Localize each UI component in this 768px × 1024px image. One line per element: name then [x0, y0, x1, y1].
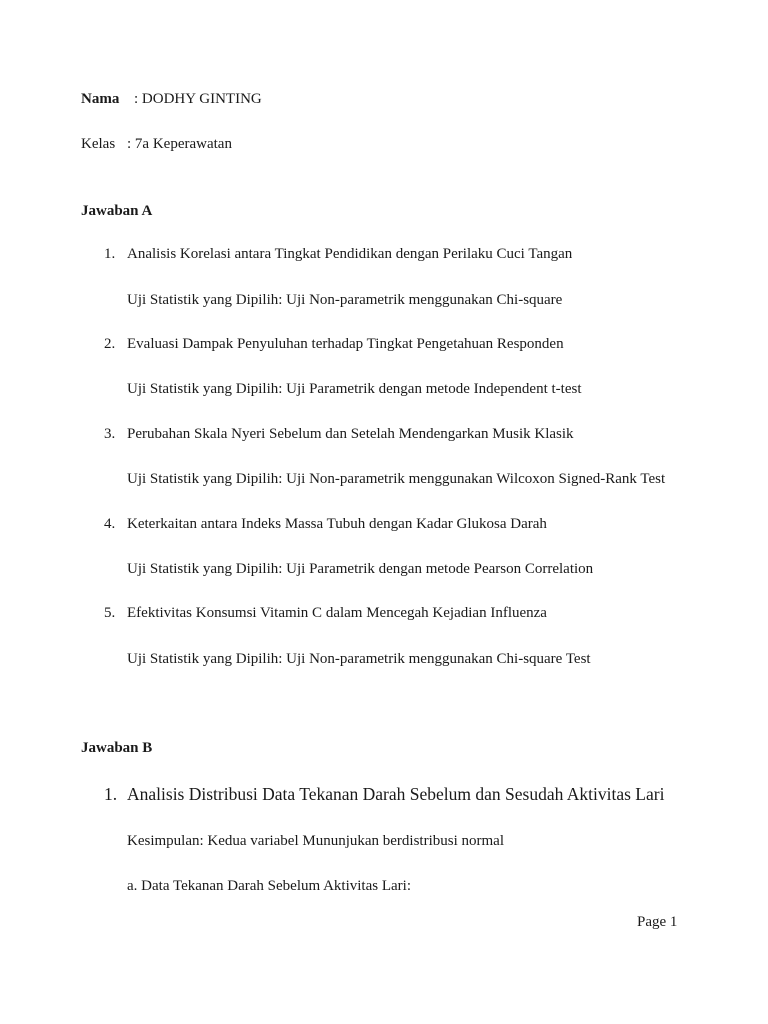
list-item-title: Efektivitas Konsumsi Vitamin C dalam Mencegah Kejadian Influenza [127, 605, 547, 621]
list-item-test: Uji Statistik yang Dipilih: Uji Non-parametrik menggunakan Wilcoxon Signed-Rank Test [127, 471, 666, 487]
name-label: Nama [81, 91, 120, 107]
list-item-title: Perubahan Skala Nyeri Sebelum dan Setelah Mendengarkan Musik Klasik [127, 426, 574, 442]
section-b-heading: Jawaban B [81, 740, 153, 756]
class-label: Kelas [81, 136, 116, 152]
conclusion-text: Kesimpulan: Kedua variabel Mununjukan berdistribusi normal [127, 833, 504, 849]
list-item-title: Keterkaitan antara Indeks Massa Tubuh dengan Kadar Glukosa Darah [127, 516, 547, 532]
list-item-number: 1. [104, 784, 118, 804]
list-item-title: Analisis Korelasi antara Tingkat Pendidikan dengan Perilaku Cuci Tangan [127, 246, 573, 262]
list-item-test: Uji Statistik yang Dipilih: Uji Non-parametrik menggunakan Chi-square [127, 292, 563, 308]
list-item-number: 1. [104, 246, 116, 262]
list-item-test: Uji Statistik yang Dipilih: Uji Parametrik dengan metode Pearson Correlation [127, 561, 594, 577]
list-item-title: Analisis Distribusi Data Tekanan Darah Sebelum dan Sesudah Aktivitas Lari [127, 784, 665, 804]
page-number: Page 1 [637, 914, 678, 930]
name-value: : DODHY GINTING [134, 91, 262, 107]
list-item-test: Uji Statistik yang Dipilih: Uji Parametrik dengan metode Independent t-test [127, 381, 582, 397]
list-item-test: Uji Statistik yang Dipilih: Uji Non-parametrik menggunakan Chi-square Test [127, 651, 591, 667]
list-item-number: 2. [104, 336, 116, 352]
list-item-number: 4. [104, 516, 116, 532]
list-item-title: Evaluasi Dampak Penyuluhan terhadap Tingkat Pengetahuan Responden [127, 336, 564, 352]
section-a-heading: Jawaban A [81, 203, 153, 219]
list-item-number: 3. [104, 426, 116, 442]
subsection-a-label: a. Data Tekanan Darah Sebelum Aktivitas Lari: [127, 878, 411, 894]
list-item-number: 5. [104, 605, 116, 621]
class-value: : 7a Keperawatan [127, 136, 232, 152]
